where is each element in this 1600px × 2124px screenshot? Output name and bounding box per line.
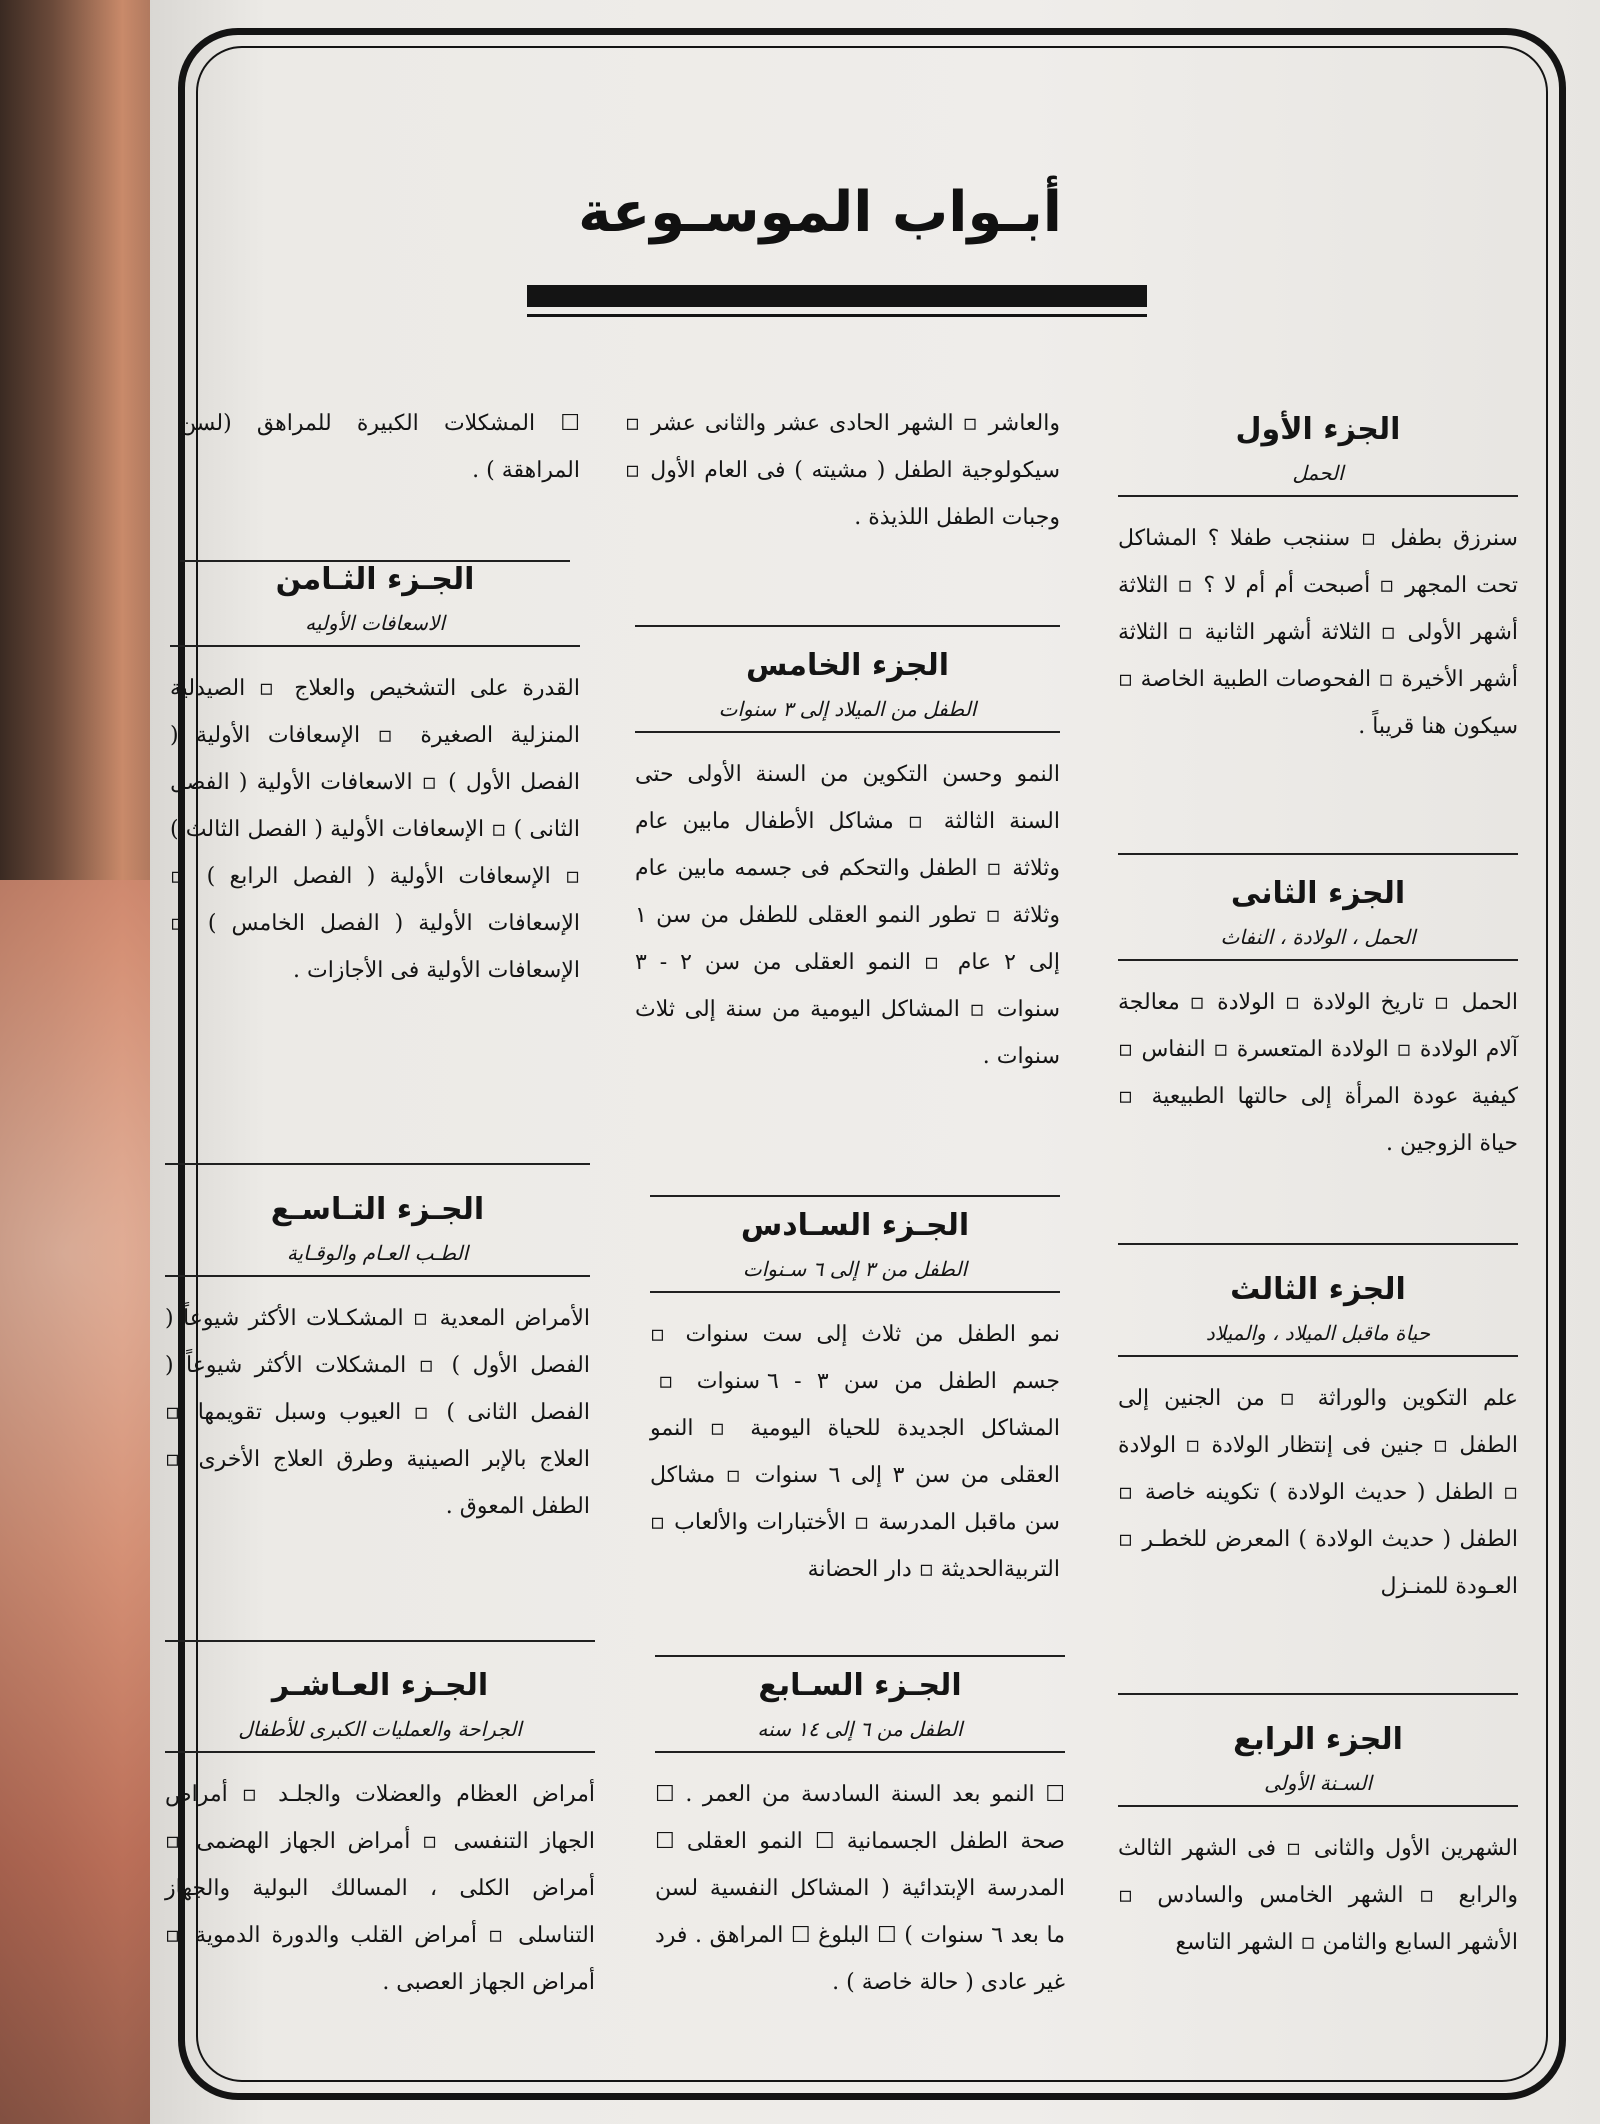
part-4-continued — [625, 400, 1060, 541]
part-contents: نمو الطفل من ثلاث إلى ست سنوات ▫ جسم الطفل من سن ٣ - ٦ سنوات ▫ المشاكل الجديدة للحياة اليومية ▫ النمو العقلى من سن ٣ إلى ٦ سنوات ▫ مشاكل سن ماقبل المدرسة ▫ الأختبارات والألعاب ▫ التربيةالحديثة ▫ دار الحضانة — [650, 1322, 1060, 1582]
part-4 — [1118, 1722, 1518, 1966]
part-contents: القدرة على التشخيص والعلاج ▫ الصيدلية المنزلية الصغيرة ▫ الإسعافات الأولية ( الفصل الأول ) ▫ الاسعافات الأولية ( الفصل الثانى ) ▫ الإسعافات الأولية ( الفصل الثالث ) ▫ الإسعافات الأولية ( الفصل الرابع ) ▫ الإسعافات الأولية ( الفصل الخامس ) ▫ الإسعافات الأولية فى الأجازات . — [170, 676, 580, 983]
section-separator — [1118, 1243, 1518, 1245]
section-separator — [1118, 1693, 1518, 1695]
title-underline-thin — [527, 314, 1147, 317]
part-5 — [635, 648, 1060, 1080]
photo-edge-left — [0, 0, 175, 2124]
part-9 — [165, 1192, 590, 1530]
section-rule — [165, 1751, 595, 1753]
title-underline-bar — [527, 285, 1147, 307]
part-6 — [650, 1208, 1060, 1593]
part-1 — [1118, 412, 1518, 750]
part-heading: الجـزء التـاسـع — [270, 1192, 485, 1227]
part-contents: علم التكوين والوراثة ▫ من الجنين إلى الطفل ▫ جنين فى إنتظار الولادة ▫ الولادة ▫ الطفل ( حديث الولادة ) تكوينه خاصة ▫ الطفل ( حديث الولادة ) المعرض للخطـر ▫ العـودة للمنـزل — [1118, 1386, 1518, 1599]
section-separator — [165, 1163, 590, 1165]
part-subtitle: الاسعافات الأوليه — [305, 611, 445, 635]
part-subtitle: حياة ماقبل الميلاد ، والميلاد — [1205, 1321, 1431, 1345]
part-heading: الجزء الأول — [1235, 412, 1401, 447]
section-rule — [1118, 959, 1518, 961]
part-7-continued — [180, 400, 580, 494]
section-rule — [650, 1291, 1060, 1293]
part-contents: ☐ المشكلات الكبيرة للمراهق (لسن المراهقة ) . — [180, 411, 580, 483]
part-contents: والعاشر ▫ الشهر الحادى عشر والثانى عشر ▫ سيكولوجية الطفل ( مشيته ) فى العام الأول ▫ وجبات الطفل اللذيذة . — [625, 411, 1060, 530]
part-heading: الجـزء السـادس — [740, 1208, 970, 1243]
photo-detail — [0, 880, 160, 2124]
part-contents: ☐ النمو بعد السنة السادسة من العمر . ☐ صحة الطفل الجسمانية ☐ النمو العقلى ☐ المدرسة الإبتدائية ( المشاكل النفسية لسن ما بعد ٦ سنوات ) ☐ البلوغ ☐ المراهق . فرد غير عادى ( حالة خاصة ) . — [655, 1782, 1065, 1995]
section-separator — [165, 1640, 595, 1642]
part-heading: الجـزء الثـامن — [275, 562, 475, 597]
part-subtitle: الطـب العـام والوقـاية — [286, 1241, 469, 1265]
part-subtitle: الحمل ، الولادة ، النفاث — [1220, 925, 1416, 949]
section-rule — [1118, 495, 1518, 497]
part-3 — [1118, 1272, 1518, 1610]
part-contents: أمراض العظام والعضلات والجلـد ▫ أمراض الجهاز التنفسى ▫ أمراض الجهاز الهضمى ▫ أمراض الكلى ، المسالك البولية والجهاز التناسلى ▫ أمراض القلب والدورة الدموية ▫ أمراض الجهاز العصبى . — [165, 1782, 595, 1995]
page-title: أبـواب الموسـوعة — [578, 180, 1062, 245]
part-heading: الجزء الرابع — [1233, 1722, 1403, 1757]
part-contents: الشهرين الأول والثانى ▫ فى الشهر الثالث والرابع ▫ الشهر الخامس والسادس ▫ الأشهر السابع والثامن ▫ الشهر التاسع — [1118, 1836, 1518, 1955]
section-rule — [170, 645, 580, 647]
section-separator — [635, 625, 1060, 627]
part-contents: الأمراض المعدية ▫ المشكـلات الأكثر شيوعاً ( الفصل الأول ) ▫ المشكلات الأكثر شيوعاً ( الفصل الثانى ) ▫ العيوب وسبل تقويمها ▫ العلاج بالإبر الصينية وطرق العلاج الأخرى ▫ الطفل المعوق . — [165, 1306, 590, 1519]
part-7 — [655, 1668, 1065, 2006]
section-rule — [655, 1751, 1065, 1753]
part-heading: الجزء الثالث — [1230, 1272, 1406, 1307]
part-subtitle: الجراحة والعمليات الكبرى للأطفال — [238, 1717, 522, 1741]
part-heading: الجزء الخامس — [745, 648, 950, 683]
section-separator — [650, 1195, 1060, 1197]
section-separator — [655, 1655, 1065, 1657]
section-rule — [1118, 1355, 1518, 1357]
part-contents: الحمل ▫ تاريخ الولادة ▫ الولادة ▫ معالجة آلام الولادة ▫ الولادة المتعسرة ▫ النفاس ▫ كيفية عودة المرأة إلى حالتها الطبيعية ▫ حياة الزوجين . — [1118, 990, 1518, 1156]
part-8 — [170, 562, 580, 994]
part-heading: الجـزء السـابع — [758, 1668, 962, 1703]
part-2 — [1118, 876, 1518, 1167]
section-rule — [635, 731, 1060, 733]
section-rule — [165, 1275, 590, 1277]
part-heading: الجـزء العـاشـر — [271, 1668, 489, 1703]
part-contents: النمو وحسن التكوين من السنة الأولى حتى السنة الثالثة ▫ مشاكل الأطفال مابين عام وثلاثة ▫ الطفل والتحكم فى جسمه مابين عام وثلاثة ▫ تطور النمو العقلى للطفل من سن ١ إلى ٢ عام ▫ النمو العقلى من سن ٢ - ٣ سنوات ▫ المشاكل اليومية من سنة إلى ثلاث سنوات . — [635, 762, 1061, 1069]
part-10 — [165, 1668, 595, 2006]
part-contents: سنرزق بطفل ▫ سننجب طفلا ؟ المشاكل تحت المجهر ▫ أصبحت أم أم لا ؟ ▫ الثلاثة أشهر الأولى ▫ الثلاثة أشهر الثانية ▫ الثلاثة أشهر الأخيرة ▫ الفحوصات الطبية الخاصة ▫ سيكون هنا قريباً . — [1118, 526, 1518, 739]
part-heading: الجزء الثانى — [1230, 876, 1406, 911]
part-subtitle: الطفل من ٣ إلى ٦ سـنوات — [742, 1257, 968, 1281]
section-rule — [1118, 1805, 1518, 1807]
part-subtitle: الطفل من الميلاد إلى ٣ سنوات — [718, 697, 977, 721]
part-subtitle: الطفل من ٦ إلى ١٤ سنه — [757, 1717, 963, 1741]
section-separator — [1118, 853, 1518, 855]
part-subtitle: الحمل — [1292, 461, 1344, 485]
part-subtitle: السـنة الأولى — [1264, 1771, 1372, 1795]
